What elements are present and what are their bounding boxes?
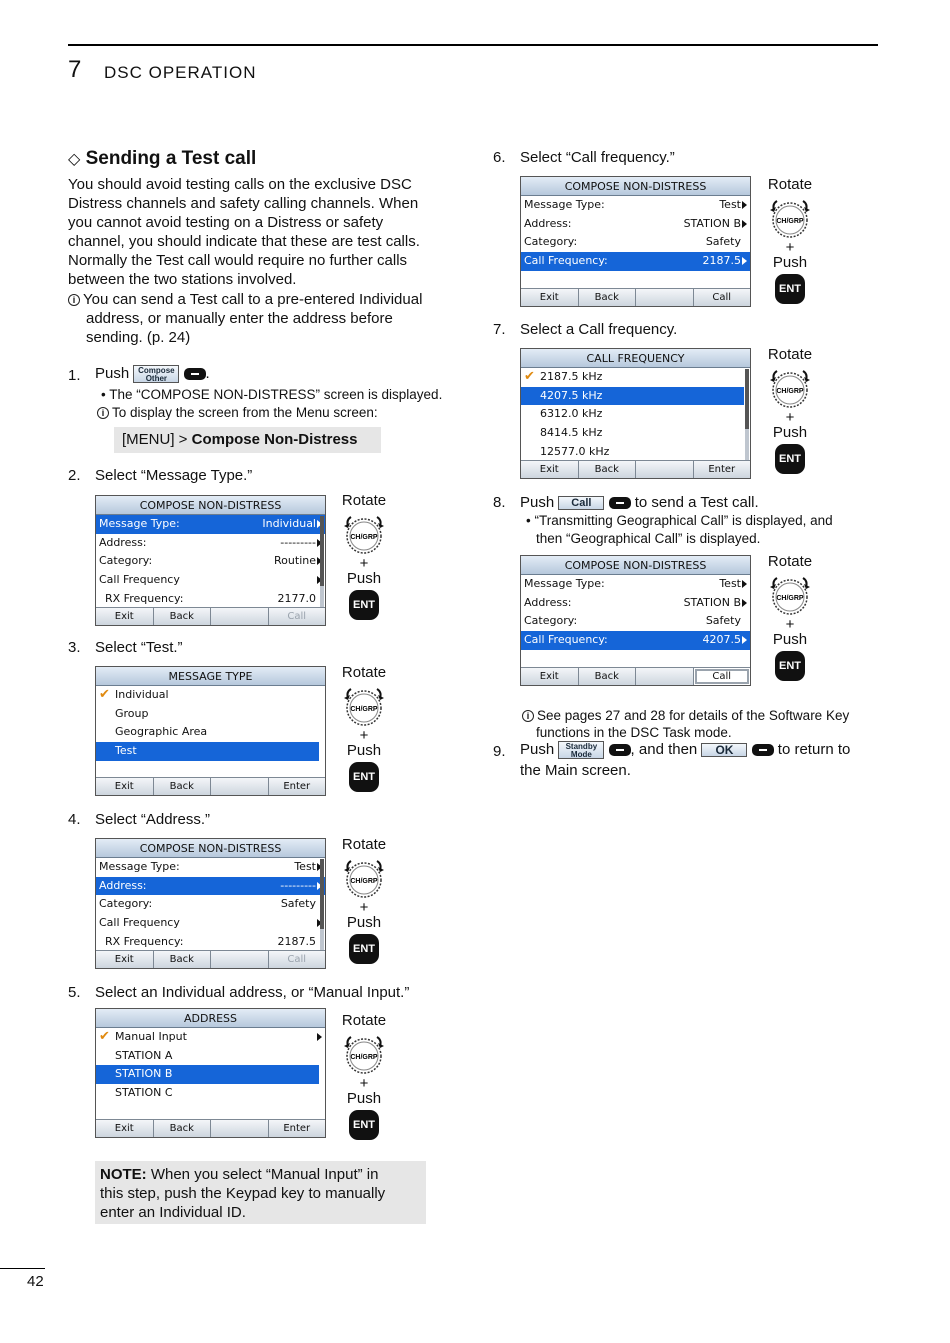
- softkey-enter: Enter: [283, 1123, 311, 1134]
- screen-row: ✔ 2187.5 kHz: [521, 368, 750, 387]
- step-number: 3.: [68, 639, 81, 656]
- screen-row: Message Type: Individual: [96, 515, 325, 534]
- menu-path-box: [MENU] > Compose Non-Distress: [114, 427, 381, 453]
- softkey-bar: [521, 460, 750, 478]
- screen-row: Address: STATION B: [521, 215, 750, 234]
- step-8-bullet: • “Transmitting Geographical Call” is displayed, and: [526, 513, 833, 528]
- softkey-bar: [521, 288, 750, 306]
- screen-row: RX Frequency: 2187.5: [105, 934, 316, 948]
- page-rule: [0, 1268, 45, 1269]
- screen-row: Call Frequency: [96, 571, 325, 590]
- softkey-back: Back: [579, 289, 637, 306]
- screen-row: 12577.0 kHz: [540, 444, 610, 458]
- softkey-call: Call: [287, 611, 307, 622]
- screen-row: STATION C: [115, 1086, 173, 1100]
- screen-row: ✔ Manual Input: [96, 1028, 325, 1047]
- screen-row: RX Frequency: 2177.0: [105, 591, 316, 605]
- step-number: 2.: [68, 467, 81, 484]
- svg-text:CH/GRP: CH/GRP: [350, 534, 378, 541]
- screen-row: Call Frequency: [96, 914, 325, 933]
- knob-instruction: Rotate CH/GRP + Push ENT: [334, 836, 394, 966]
- screen-title: CALL FREQUENCY: [521, 349, 750, 368]
- svg-text:CH/GRP: CH/GRP: [776, 388, 804, 395]
- softkey-bar: [96, 1119, 325, 1137]
- info-icon: i: [97, 407, 109, 419]
- section-title: [68, 148, 256, 170]
- screen-row: Category: Safety: [99, 897, 316, 911]
- ch-grp-dial-icon: [342, 1032, 386, 1076]
- screen-row: Call Frequency: 4207.5: [521, 631, 750, 650]
- ent-key-icon: ENT: [349, 590, 379, 620]
- checkmark-icon: ✔: [524, 369, 535, 384]
- softkey-exit: Exit: [521, 668, 579, 685]
- chapter-number: 7: [68, 56, 82, 83]
- ch-grp-dial-icon: [768, 196, 812, 240]
- step-7-text: Select a Call frequency.: [520, 321, 678, 338]
- ent-key-icon: ENT: [775, 651, 805, 681]
- step-number: 6.: [493, 149, 506, 166]
- info-icon: i: [522, 710, 534, 722]
- screen-title: COMPOSE NON-DISTRESS: [521, 556, 750, 575]
- screen-row: 8414.5 kHz: [540, 426, 603, 440]
- call-key: Call: [558, 496, 604, 510]
- intro-paragraph: [68, 175, 458, 289]
- screen-row: STATION A: [115, 1048, 173, 1062]
- ent-key-icon: ENT: [775, 444, 805, 474]
- softkey-exit: Exit: [96, 778, 154, 795]
- screen-call-frequency: [520, 348, 751, 479]
- checkmark-icon: ✔: [99, 687, 110, 702]
- ch-grp-dial-icon: [342, 512, 386, 556]
- softkey-bar: [521, 667, 750, 685]
- intro-line: between the two stations involved.: [68, 271, 297, 288]
- screen-compose-non-distress-4: [520, 555, 751, 686]
- softkey-exit: Exit: [96, 608, 154, 625]
- ch-grp-dial-icon: [768, 573, 812, 617]
- step-number: 8.: [493, 494, 506, 511]
- screen-address: [95, 1008, 326, 1138]
- screen-compose-non-distress-3: [520, 176, 751, 307]
- softkey-exit: Exit: [521, 461, 579, 478]
- screen-row: Address: STATION B: [521, 594, 750, 613]
- knob-instruction: Rotate CH/GRP + Push ENT: [760, 346, 820, 476]
- intro-line: You should avoid testing calls on the exclusive DSC: [68, 176, 412, 193]
- screen-compose-non-distress-2: [95, 838, 326, 969]
- arrow-right-icon: [742, 257, 747, 265]
- softkey-bar: [96, 607, 325, 625]
- scrollbar: [320, 859, 324, 951]
- softkey-back: Back: [579, 461, 637, 478]
- screen-row: 6312.0 kHz: [540, 407, 603, 421]
- softkey-back: Back: [154, 608, 212, 625]
- intro-info: i You can send a Test call to a pre-entered Individual address, or manually enter the address before sending. (p. 24): [68, 290, 458, 347]
- softkey-call: Call: [287, 954, 307, 965]
- softkey-call: Call: [694, 668, 751, 685]
- chapter-title: DSC OPERATION: [104, 63, 257, 82]
- diamond-icon: ◇: [68, 151, 81, 168]
- ok-key: OK: [701, 743, 747, 757]
- svg-text:CH/GRP: CH/GRP: [350, 706, 378, 713]
- knob-instruction: Rotate CH/GRP + Push ENT: [334, 1012, 394, 1142]
- ch-grp-dial-icon: [342, 684, 386, 728]
- intro-line: Normally the Test call would require no further calls: [68, 252, 408, 269]
- softkey-enter: Enter: [283, 781, 311, 792]
- screen-row: 4207.5 kHz: [521, 387, 744, 406]
- step-8-info-line: functions in the DSC Task mode.: [536, 725, 732, 740]
- step-8-text: Push Call to send a Test call.: [520, 494, 759, 511]
- screen-title: ADDRESS: [96, 1009, 325, 1028]
- note-box: NOTE: When you select “Manual Input” in this step, push the Keypad key to manually enter an Individual ID.: [95, 1161, 426, 1224]
- arrow-right-icon: [317, 1033, 322, 1041]
- knob-instruction: Rotate CH/GRP + Push ENT: [760, 176, 820, 306]
- info-icon: i: [68, 294, 80, 306]
- softkey-enter: Enter: [708, 464, 736, 475]
- step-number: 9.: [493, 743, 506, 760]
- screen-row: STATION B: [96, 1065, 319, 1084]
- softkey-back: Back: [154, 951, 212, 968]
- scrollbar: [745, 369, 749, 461]
- software-key-icon: [184, 368, 206, 380]
- step-9-text-line2: the Main screen.: [520, 762, 631, 779]
- arrow-right-icon: [742, 580, 747, 588]
- step-1-bullet: • The “COMPOSE NON-DISTRESS” screen is displayed.: [101, 387, 443, 402]
- step-number: 1.: [68, 367, 81, 384]
- softkey-exit: Exit: [521, 289, 579, 306]
- arrow-right-icon: [742, 201, 747, 209]
- scrollbar: [320, 516, 324, 608]
- screen-row: Category: Routine: [96, 552, 325, 571]
- step-3-text: Select “Test.”: [95, 639, 183, 656]
- screen-row: Address: ---------: [96, 534, 325, 553]
- step-2-text: Select “Message Type.”: [95, 467, 253, 484]
- screen-row: ✔ Individual: [96, 686, 325, 705]
- intro-line: channel, you should indicate that these are test calls.: [68, 233, 420, 250]
- softkey-call: Call: [712, 292, 732, 303]
- step-9-text: Push Standby Mode , and then OK to return to: [520, 741, 851, 760]
- step-1-info: i To display the screen from the Menu screen:: [97, 404, 378, 421]
- knob-instruction: Rotate CH/GRP + Push ENT: [334, 492, 394, 622]
- step-number: 5.: [68, 984, 81, 1001]
- screen-title: COMPOSE NON-DISTRESS: [96, 496, 325, 515]
- ch-grp-dial-icon: [768, 366, 812, 410]
- checkmark-icon: ✔: [99, 1029, 110, 1044]
- knob-instruction: Rotate CH/GRP + Push ENT: [334, 664, 394, 794]
- arrow-right-icon: [742, 220, 747, 228]
- svg-text:CH/GRP: CH/GRP: [350, 878, 378, 885]
- screen-row: Message Type: Test: [521, 196, 750, 215]
- screen-row: Message Type: Test: [96, 858, 325, 877]
- ent-key-icon: ENT: [775, 274, 805, 304]
- arrow-right-icon: [742, 636, 747, 644]
- softkey-bar: [96, 777, 325, 795]
- softkey-exit: Exit: [96, 951, 154, 968]
- screen-row: Category: Safety: [524, 614, 741, 628]
- software-key-icon: [609, 497, 631, 509]
- intro-line: you cannot avoid testing on a Distress or safety: [68, 214, 384, 231]
- software-key-icon: [752, 744, 774, 756]
- software-key-icon: [609, 744, 631, 756]
- screen-row: Group: [115, 706, 149, 720]
- softkey-bar: [96, 950, 325, 968]
- ent-key-icon: ENT: [349, 934, 379, 964]
- step-number: 7.: [493, 321, 506, 338]
- step-8-bullet: then “Geographical Call” is displayed.: [536, 531, 761, 546]
- ch-grp-dial-icon: [342, 856, 386, 900]
- screen-row: Geographic Area: [115, 725, 208, 739]
- ent-key-icon: ENT: [349, 1110, 379, 1140]
- page-number: 42: [27, 1273, 44, 1290]
- compose-other-key: Compose Other: [133, 365, 179, 383]
- knob-instruction: Rotate CH/GRP + Push ENT: [760, 553, 820, 683]
- screen-message-type: [95, 666, 326, 796]
- step-5-text: Select an Individual address, or “Manual Input.”: [95, 984, 410, 1001]
- screen-compose-non-distress-1: [95, 495, 326, 626]
- softkey-back: Back: [154, 778, 212, 795]
- screen-title: COMPOSE NON-DISTRESS: [521, 177, 750, 196]
- screen-row: Category: Safety: [524, 235, 741, 249]
- section-title-text: Sending a Test call: [85, 148, 257, 169]
- arrow-right-icon: [742, 599, 747, 607]
- screen-title: COMPOSE NON-DISTRESS: [96, 839, 325, 858]
- softkey-back: Back: [154, 1120, 212, 1137]
- screen-title: MESSAGE TYPE: [96, 667, 325, 686]
- screen-row: Address: ---------: [96, 877, 325, 896]
- header-rule: [68, 44, 878, 46]
- standby-mode-key: Standby Mode: [558, 741, 604, 759]
- svg-text:CH/GRP: CH/GRP: [776, 218, 804, 225]
- step-number: 4.: [68, 811, 81, 828]
- step-6-text: Select “Call frequency.”: [520, 149, 675, 166]
- intro-line: Distress channels and safety calling channels. When: [68, 195, 419, 212]
- svg-text:CH/GRP: CH/GRP: [776, 595, 804, 602]
- step-8-info: i See pages 27 and 28 for details of the Software Key: [522, 707, 849, 724]
- screen-row: Test: [96, 742, 319, 761]
- softkey-back: Back: [579, 668, 637, 685]
- ent-key-icon: ENT: [349, 762, 379, 792]
- step-1-text: Push Compose Other .: [95, 365, 210, 384]
- screen-row: Message Type: Test: [521, 575, 750, 594]
- screen-row: Call Frequency: 2187.5: [521, 252, 750, 271]
- step-4-text: Select “Address.”: [95, 811, 211, 828]
- svg-text:CH/GRP: CH/GRP: [350, 1054, 378, 1061]
- softkey-exit: Exit: [96, 1120, 154, 1137]
